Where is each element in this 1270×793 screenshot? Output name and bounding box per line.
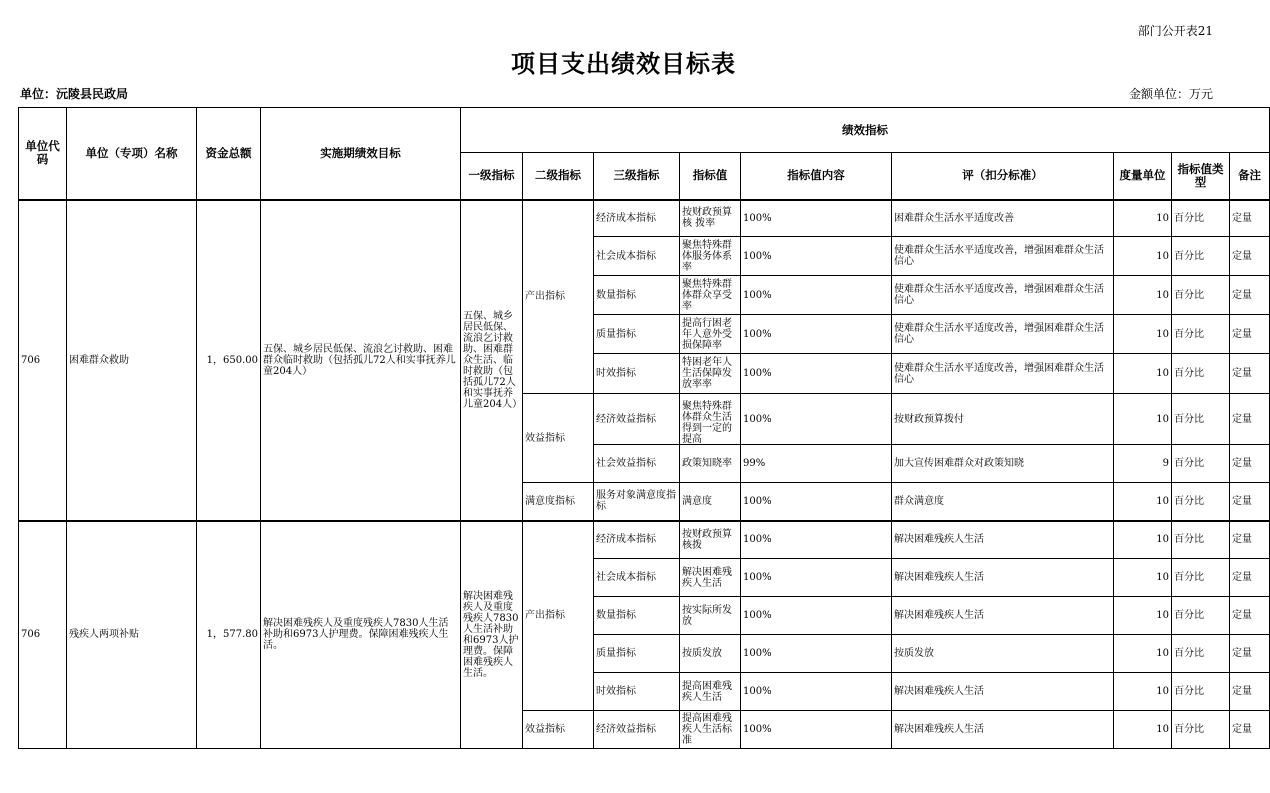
goal-cell: 解决困难残疾人及重度残疾人7830人生活补助和6973人护理费。保障困难残疾人生活。 (261, 521, 461, 749)
note-cell: 定量 (1230, 200, 1270, 237)
indicator-value-text: 按财政预算核 拨率 (682, 207, 732, 230)
level2-cell: 产出指标 (523, 521, 594, 711)
type-cell: 百分比 (1172, 354, 1230, 394)
level1-cell: 五保、城乡居民低保、流浪乞讨救助、困难群众生活、临时救助（包括孤儿72人和实事抚养儿童204人） (461, 200, 523, 521)
type-cell: 百分比 (1172, 483, 1230, 521)
level3-cell: 质量指标 (594, 315, 680, 354)
standard-cell: 困难群众生活水平适度改善 (892, 200, 1114, 237)
type-cell: 百分比 (1172, 315, 1230, 354)
measure-cell: 10 (1114, 559, 1172, 597)
indicator-value-text: 按财政预算核拨 (682, 528, 732, 551)
note-cell: 定量 (1230, 559, 1270, 597)
content-cell: 99% (741, 445, 892, 483)
type-cell: 百分比 (1172, 394, 1230, 445)
measure-cell: 10 (1114, 597, 1172, 635)
standard-cell: 加大宣传困难群众对政策知晓 (892, 445, 1114, 483)
level3-cell: 数量指标 (594, 276, 680, 315)
standard-cell: 解决困难残疾人生活 (892, 559, 1114, 597)
type-cell: 百分比 (1172, 597, 1230, 635)
header-measure: 度量单位 (1114, 153, 1172, 200)
level3-cell: 时效指标 (594, 354, 680, 394)
note-cell: 定量 (1230, 483, 1270, 521)
table-row (19, 200, 1270, 237)
level3-cell: 经济成本指标 (594, 521, 680, 559)
content-cell: 100% (741, 276, 892, 315)
unit-code-cell: 706 (19, 521, 67, 749)
note-cell: 定量 (1230, 315, 1270, 354)
level3-cell: 经济成本指标 (594, 200, 680, 237)
indicator-value-cell (680, 237, 741, 276)
measure-cell: 10 (1114, 354, 1172, 394)
content-cell: 100% (741, 483, 892, 521)
indicator-value-cell (680, 445, 741, 483)
indicator-value-cell (680, 315, 741, 354)
level3-cell: 社会成本指标 (594, 237, 680, 276)
standard-cell: 解决困难残疾人生活 (892, 673, 1114, 711)
level2-cell: 效益指标 (523, 711, 594, 749)
indicator-value-text: 聚焦特殊群体群众享受率 (682, 278, 732, 312)
indicator-value-cell (680, 276, 741, 315)
project-name-cell: 困难群众救助 (67, 200, 197, 521)
header-total: 资金总额 (197, 108, 261, 200)
type-cell: 百分比 (1172, 237, 1230, 276)
content-cell: 100% (741, 635, 892, 673)
level3-cell: 社会效益指标 (594, 445, 680, 483)
table-row (19, 521, 1270, 559)
indicator-value-text: 解决困难残疾人生活 (682, 566, 732, 589)
type-cell: 百分比 (1172, 635, 1230, 673)
indicator-value-text: 按实际所发放 (682, 604, 732, 627)
measure-cell: 10 (1114, 237, 1172, 276)
note-cell: 定量 (1230, 597, 1270, 635)
level3-cell: 服务对象满意度指标 (594, 483, 680, 521)
type-cell: 百分比 (1172, 276, 1230, 315)
header-content: 指标值内容 (741, 153, 892, 200)
indicator-value-cell (680, 635, 741, 673)
indicator-value-cell (680, 559, 741, 597)
level3-cell: 时效指标 (594, 673, 680, 711)
project-name-cell: 残疾人两项补贴 (67, 521, 197, 749)
level2-cell: 满意度指标 (523, 483, 594, 521)
type-cell: 百分比 (1172, 673, 1230, 711)
indicator-value-cell (680, 521, 741, 559)
indicator-value-cell (680, 394, 741, 445)
header-code: 单位代码 (19, 108, 67, 200)
header-note: 备注 (1230, 153, 1270, 200)
indicator-value-text: 政策知晓率 (682, 458, 732, 469)
unit-code-cell: 706 (19, 200, 67, 521)
measure-cell: 10 (1114, 635, 1172, 673)
header-level1: 一级指标 (461, 153, 523, 200)
content-cell: 100% (741, 237, 892, 276)
standard-cell: 使难群众生活水平适度改善，增强困难群众生活信心 (892, 276, 1114, 315)
measure-cell: 10 (1114, 200, 1172, 237)
indicator-value-text: 聚焦特殊群体服务体系率 (682, 239, 732, 273)
indicator-value-cell (680, 711, 741, 749)
content-cell: 100% (741, 559, 892, 597)
money-unit-label: 金额单位：万元 (1128, 87, 1213, 101)
indicator-value-cell (680, 673, 741, 711)
total-amount-cell: 1，650.00 (197, 200, 261, 521)
note-cell: 定量 (1230, 673, 1270, 711)
standard-cell: 按财政预算拨付 (892, 394, 1114, 445)
indicator-value-text: 按质发放 (682, 648, 722, 659)
type-cell: 百分比 (1172, 445, 1230, 483)
note-cell: 定量 (1230, 521, 1270, 559)
header-goal: 实施期绩效目标 (261, 108, 461, 200)
total-amount-cell: 1，577.80 (197, 521, 261, 749)
measure-cell: 10 (1114, 673, 1172, 711)
level3-cell: 数量指标 (594, 597, 680, 635)
measure-cell: 10 (1114, 276, 1172, 315)
indicator-value-text: 提高困难残疾人生活标准 (682, 713, 732, 746)
standard-cell: 解决困难残疾人生活 (892, 597, 1114, 635)
standard-cell: 使难群众生活水平适度改善，增强困难群众生活信心 (892, 315, 1114, 354)
content-cell: 100% (741, 315, 892, 354)
level2-cell: 效益指标 (523, 394, 594, 483)
content-cell: 100% (741, 394, 892, 445)
header-name: 单位（专项）名称 (67, 108, 197, 200)
note-cell: 定量 (1230, 354, 1270, 394)
header-value: 指标值 (680, 153, 741, 200)
type-cell: 百分比 (1172, 521, 1230, 559)
note-cell: 定量 (1230, 635, 1270, 673)
table-body (19, 200, 1270, 749)
measure-cell: 10 (1114, 315, 1172, 354)
measure-cell: 10 (1114, 521, 1172, 559)
performance-table (18, 107, 1270, 749)
level3-cell: 质量指标 (594, 635, 680, 673)
page-title: 项目支出绩效目标表 (511, 50, 736, 78)
content-cell: 100% (741, 354, 892, 394)
note-cell: 定量 (1230, 394, 1270, 445)
header-type: 指标值类型 (1172, 153, 1230, 200)
note-cell: 定量 (1230, 711, 1270, 749)
level3-cell: 经济效益指标 (594, 394, 680, 445)
standard-cell: 按质发放 (892, 635, 1114, 673)
header-level2: 二级指标 (523, 153, 594, 200)
level2-cell: 产出指标 (523, 200, 594, 394)
note-cell: 定量 (1230, 237, 1270, 276)
standard-cell: 群众满意度 (892, 483, 1114, 521)
indicator-value-text: 提高困难残疾人生活 (682, 680, 732, 703)
indicator-value-text: 满意度 (682, 495, 712, 507)
measure-cell: 9 (1114, 445, 1172, 483)
content-cell: 100% (741, 521, 892, 559)
indicator-value-text: 聚焦特殊群体群众生活得到一定的提高 (682, 400, 732, 445)
goal-cell: 五保、城乡居民低保、流浪乞讨救助、困难群众临时救助（包括孤儿72人和实事抚养儿童204人） (261, 200, 461, 521)
header-performance: 绩效指标 (461, 108, 1270, 153)
note-cell: 定量 (1230, 276, 1270, 315)
standard-cell: 使难群众生活水平适度改善，增强困难群众生活信心 (892, 237, 1114, 276)
level1-cell: 解决困难残疾人及重度残疾人7830人生活补助和6973人护理费。保障困难残疾人生活。 (461, 521, 523, 749)
type-cell: 百分比 (1172, 711, 1230, 749)
header-standard: 评（扣分标准） (892, 153, 1114, 200)
content-cell: 100% (741, 711, 892, 749)
unit-label: 单位：沅陵县民政局 (20, 87, 129, 101)
level3-cell: 社会成本指标 (594, 559, 680, 597)
indicator-value-text: 提高行困老年人意外受损保障率 (682, 317, 732, 351)
type-cell: 百分比 (1172, 559, 1230, 597)
level3-cell: 经济效益指标 (594, 711, 680, 749)
indicator-value-cell (680, 483, 741, 521)
measure-cell: 10 (1114, 483, 1172, 521)
indicator-value-cell (680, 200, 741, 237)
header-level3: 三级指标 (594, 153, 680, 200)
standard-cell: 解决困难残疾人生活 (892, 521, 1114, 559)
measure-cell: 10 (1114, 394, 1172, 445)
content-cell: 100% (741, 673, 892, 711)
content-cell: 100% (741, 597, 892, 635)
type-cell: 百分比 (1172, 200, 1230, 237)
indicator-value-text: 特困老年人生活保障发放率率 (682, 357, 732, 390)
indicator-value-cell (680, 354, 741, 394)
table-number: 部门公开表21 (1137, 24, 1213, 38)
indicator-value-cell (680, 597, 741, 635)
standard-cell: 解决困难残疾人生活 (892, 711, 1114, 749)
note-cell: 定量 (1230, 445, 1270, 483)
measure-cell: 10 (1114, 711, 1172, 749)
standard-cell: 使难群众生活水平适度改善，增强困难群众生活信心 (892, 354, 1114, 394)
content-cell: 100% (741, 200, 892, 237)
